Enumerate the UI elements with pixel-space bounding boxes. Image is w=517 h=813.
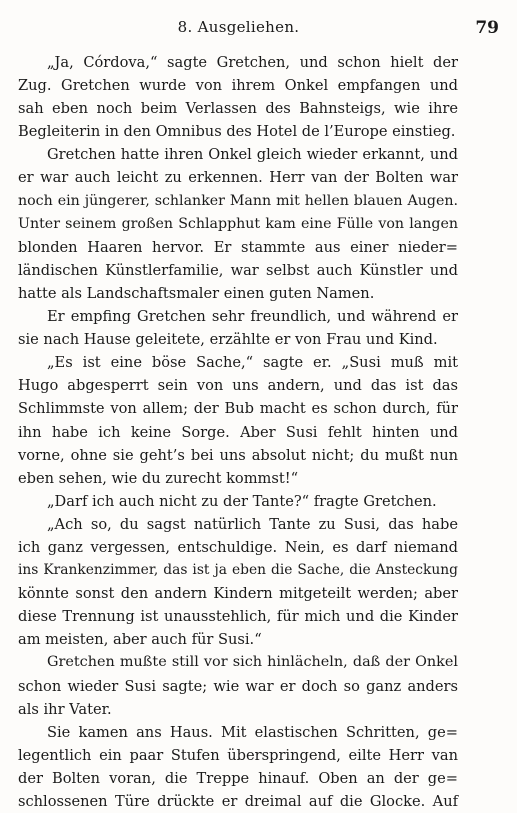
text-line: er war auch leicht zu erkennen. Herr van der Bolten war bbox=[18, 169, 458, 187]
text-line: Er empfing Gretchen sehr freundlich, und während er bbox=[47, 308, 458, 326]
page-number: 79 bbox=[475, 18, 499, 38]
text-line: Schlimmste von allem; der Bub macht es schon durch, für bbox=[18, 400, 458, 418]
text-line: am meisten, aber auch für Susi.“ bbox=[18, 631, 262, 649]
text-line: noch ein jüngerer, schlanker Mann mit hellen blauen Augen. bbox=[18, 192, 458, 209]
text-line: als ihr Vater. bbox=[18, 700, 112, 718]
running-head: 8. Ausgeliehen. bbox=[177, 18, 300, 36]
text-line: hatte als Landschaftsmaler einen guten Namen. bbox=[18, 284, 375, 302]
text-line: könnte sonst den andern Kindern mitgeteilt werden; aber bbox=[18, 585, 458, 603]
text-line: diese Trennung ist unausstehlich, für mich und die Kinder bbox=[18, 608, 458, 626]
text-line: sah eben noch beim Verlassen des Bahnsteigs, wie ihre bbox=[18, 100, 458, 118]
text-line: Hugo abgesperrt sein von uns andern, und das ist das bbox=[18, 377, 458, 395]
text-line: sie nach Hause geleitete, erzählte er von Frau und Kind. bbox=[18, 331, 438, 349]
body-text bbox=[18, 51, 458, 813]
text-line: ländischen Künstlerfamilie, war selbst auch Künstler und bbox=[18, 261, 458, 279]
text-line: „Ja, Córdova,“ sagte Gretchen, und schon hielt der bbox=[47, 54, 458, 71]
text-line: Sie kamen ans Haus. Mit elastischen Schritten, ge= bbox=[47, 723, 458, 741]
text-line: schlossenen Türe drückte er dreimal auf die Glocke. Auf bbox=[18, 793, 458, 810]
text-line: Gretchen hatte ihren Onkel gleich wieder erkannt, und bbox=[47, 146, 458, 164]
text-line: „Ach so, du sagst natürlich Tante zu Susi, das habe bbox=[47, 515, 458, 533]
text-line: legentlich ein paar Stufen überspringend, eilte Herr van bbox=[18, 746, 458, 764]
text-line: Unter seinem großen Schlapphut kam eine Fülle von langen bbox=[18, 215, 458, 232]
text-line: ins Krankenzimmer, das ist ja eben die Sache, die Ansteckung bbox=[18, 562, 458, 579]
text-line: ihn habe ich keine Sorge. Aber Susi fehlt hinten und bbox=[18, 423, 458, 441]
text-line: Begleiterin in den Omnibus des Hotel de l’Europe einstieg. bbox=[18, 123, 456, 141]
text-line: eben sehen, wie du zurecht kommst!“ bbox=[18, 469, 299, 487]
text-line: blonden Haaren hervor. Er stammte aus einer nieder= bbox=[18, 238, 458, 256]
text-line: vorne, ohne sie geht’s bei uns absolut nicht; du mußt nun bbox=[18, 446, 458, 464]
text-line: Gretchen mußte still vor sich hinlächeln, daß der Onkel bbox=[47, 654, 458, 671]
page-header bbox=[18, 18, 499, 42]
text-line: schon wieder Susi sagte; wie war er doch so ganz anders bbox=[18, 677, 458, 695]
text-line: Zug. Gretchen wurde von ihrem Onkel empfangen und bbox=[18, 77, 458, 95]
text-line: „Darf ich auch nicht zu der Tante?“ fragte Gretchen. bbox=[47, 492, 437, 510]
text-line: der Bolten voran, die Treppe hinauf. Oben an der ge= bbox=[18, 769, 458, 787]
text-line: „Es ist eine böse Sache,“ sagte er. „Susi muß mit bbox=[47, 354, 458, 372]
text-line: ich ganz vergessen, entschuldige. Nein, es darf niemand bbox=[18, 538, 458, 556]
